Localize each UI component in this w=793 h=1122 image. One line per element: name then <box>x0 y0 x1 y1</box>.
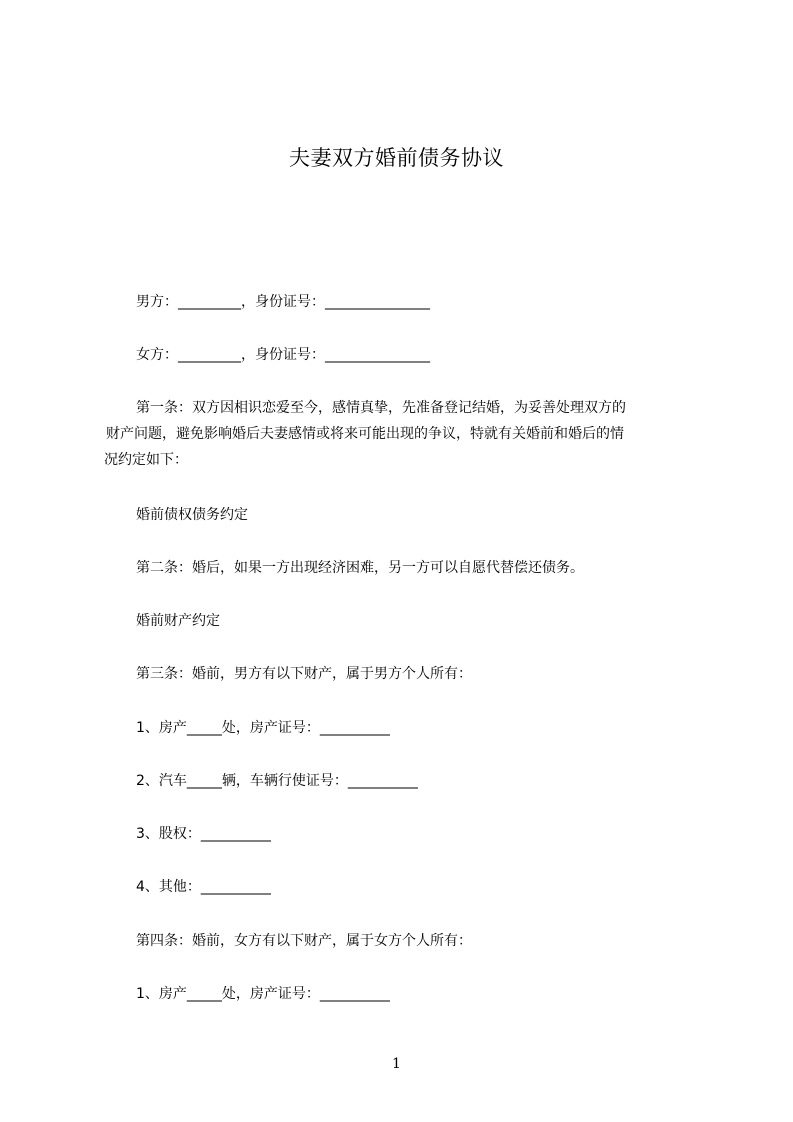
party-female-line: 女方：_________，身份证号：_______________ <box>136 347 430 363</box>
article-1-line-1: 第一条：双方因相识恋爱至今，感情真挚，先准备登记结婚，为妥善处理双方的 <box>136 400 626 416</box>
male-item-car: 2、汽车_____辆，车辆行使证号：__________ <box>136 773 418 789</box>
article-1-line-2: 财产问题，避免影响婚后夫妻感情或将来可能出现的争议，特就有关婚前和婚后的情 <box>106 426 624 442</box>
article-1-line-3: 况约定如下： <box>104 452 188 468</box>
article-1 <box>104 395 704 473</box>
heading-premarital-debt: 婚前债权债务约定 <box>136 507 248 523</box>
page-number: 1 <box>392 1056 401 1072</box>
male-item-equity: 3、股权：__________ <box>136 826 271 842</box>
article-3: 第三条：婚前，男方有以下财产，属于男方个人所有： <box>136 666 472 682</box>
male-item-house: 1、房产_____处，房产证号：__________ <box>136 720 390 736</box>
heading-premarital-property: 婚前财产约定 <box>136 613 220 629</box>
female-item-house: 1、房产_____处，房产证号：__________ <box>136 986 390 1002</box>
article-4: 第四条：婚前，女方有以下财产，属于女方个人所有： <box>136 933 472 949</box>
article-2: 第二条：婚后，如果一方出现经济困难，另一方可以自愿代替偿还债务。 <box>136 560 584 576</box>
party-male-line: 男方：_________，身份证号：_______________ <box>136 294 430 310</box>
document-title: 夫妻双方婚前债务协议 <box>289 146 504 170</box>
male-item-other: 4、其他：__________ <box>136 879 271 895</box>
